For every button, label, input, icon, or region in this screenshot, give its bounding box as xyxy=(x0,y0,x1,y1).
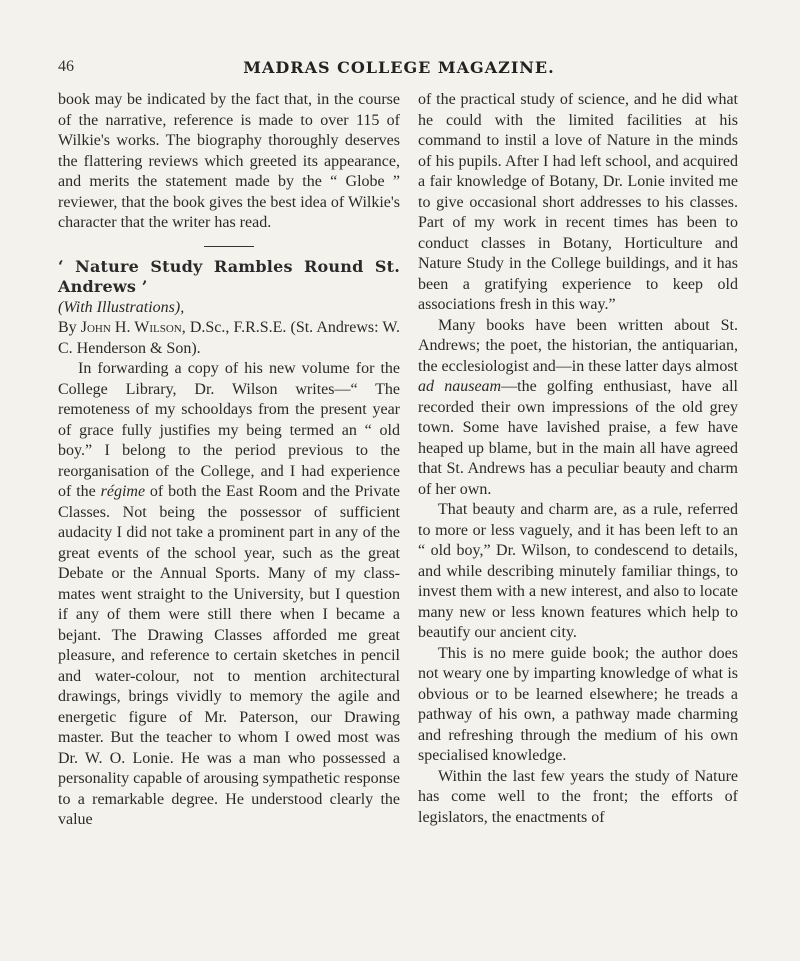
paragraph-letter-end: of both the East Room and the Private Classes. Not being the possessor of sufficient audacity I did not take a prominent part in any of the great events of the school year, such as the great Debate or the Annual Sports. Many of my class-mates went straight to the University, but I question if any of them were still there when I became a bejant. The Drawing Classes afforded me great pleasure, and reference to certain sketches in pencil and water-colour, not to mention architectural drawings, brings vividly to memory the agile and energetic figure of Mr. Paterson, our Drawing master. But the teacher to whom I owed most was Dr. W. O. Lonie. He was a man who possessed a personality capable of arousing sympathetic response to a remarkable degree. He understood clearly the value xyxy=(58,483,401,828)
paragraph-letter xyxy=(58,359,400,831)
regime-italic: régime xyxy=(100,483,146,500)
paragraph-continued: of the practical study of science, and he did what he could with the limited facilities at his command to instil a love of Nature in the minds of his pupils. After I had left school, and acquired a fair knowledge of Botany, Dr. Lonie invited me to give occasional short addresses to his classes. Part of my work in recent times has been to conduct classes in Botany, Horticulture and Nature Study in the College buildings, and it has been a gratifying experience to keep old associations fresh in this way.” xyxy=(418,91,738,313)
ad-nauseam-italic: ad nauseam xyxy=(418,378,502,395)
section-divider xyxy=(204,246,254,247)
paragraph-nature-study: Within the last few years the study of Nature has come well to the front; the efforts of legislators, the enactments of xyxy=(418,767,738,826)
left-column xyxy=(58,90,400,831)
author-line xyxy=(58,318,400,359)
paragraph-guide-book: This is no mere guide book; the author does not weary one by imparting knowledge of what is obvious or to be learned elsewhere; he treads a pathway of his own, a pathway made charming and refreshing through the medium of his own specialised knowledge. xyxy=(418,644,738,764)
right-column xyxy=(418,90,738,828)
intro-paragraph: book may be indicated by the fact that, in the course of the narrative, reference is made to over 115 of Wilkie's works. The biography thoroughly deserves the flattering reviews which greeted its appearance, and merits the statement made by the “ Globe ” reviewer, that the book gives the best idea of Wilkie's character that the writer has read. xyxy=(58,91,400,231)
page-header xyxy=(58,58,740,84)
paragraph-many-books-end: —the golfing enthusiast, have all recorded their own impressions of the old grey town. Some have lavished praise, a few have heaped up blame, but in the main all have agreed that St. Andrews has a peculiar beauty and charm of her own. xyxy=(418,378,739,498)
paragraph-many-books xyxy=(418,316,738,501)
illustrations-note: (With Illustrations), xyxy=(58,298,185,316)
article-title: ‘ Nature Study Rambles Round St. Andrews ’ xyxy=(58,256,400,296)
paragraph-letter-start: In forwarding a copy of his new volume for the College Library, Dr. Wilson writes—“ The remoteness of my schooldays from the present year of grace fully justifies my being termed an “ old boy.” I belong to the period previous to the reorganisation of the College, and I had experience of the xyxy=(58,360,400,500)
paragraph-many-books-start: Many books have been written about St. Andrews; the poet, the historian, the antiquarian, the ecclesiologist and—in these latter days almost xyxy=(418,316,738,375)
author-name: John H. Wilson xyxy=(80,319,182,336)
author-prefix: By xyxy=(58,319,81,336)
running-title: MADRAS COLLEGE MAGAZINE. xyxy=(243,58,555,77)
author-credentials: , D.Sc., F.R.S.E. (St. Andrews: W. C. Henderson & Son). xyxy=(58,319,401,357)
page-number: 46 xyxy=(58,58,74,75)
paragraph-beauty: That beauty and charm are, as a rule, referred to more or less vaguely, and it has been left to an “ old boy,” Dr. Wilson, to condescend to details, and while describing minutely familiar things, to invest them with a new interest, and also to locate many new or less known features which help to beautify our ancient city. xyxy=(418,501,738,641)
